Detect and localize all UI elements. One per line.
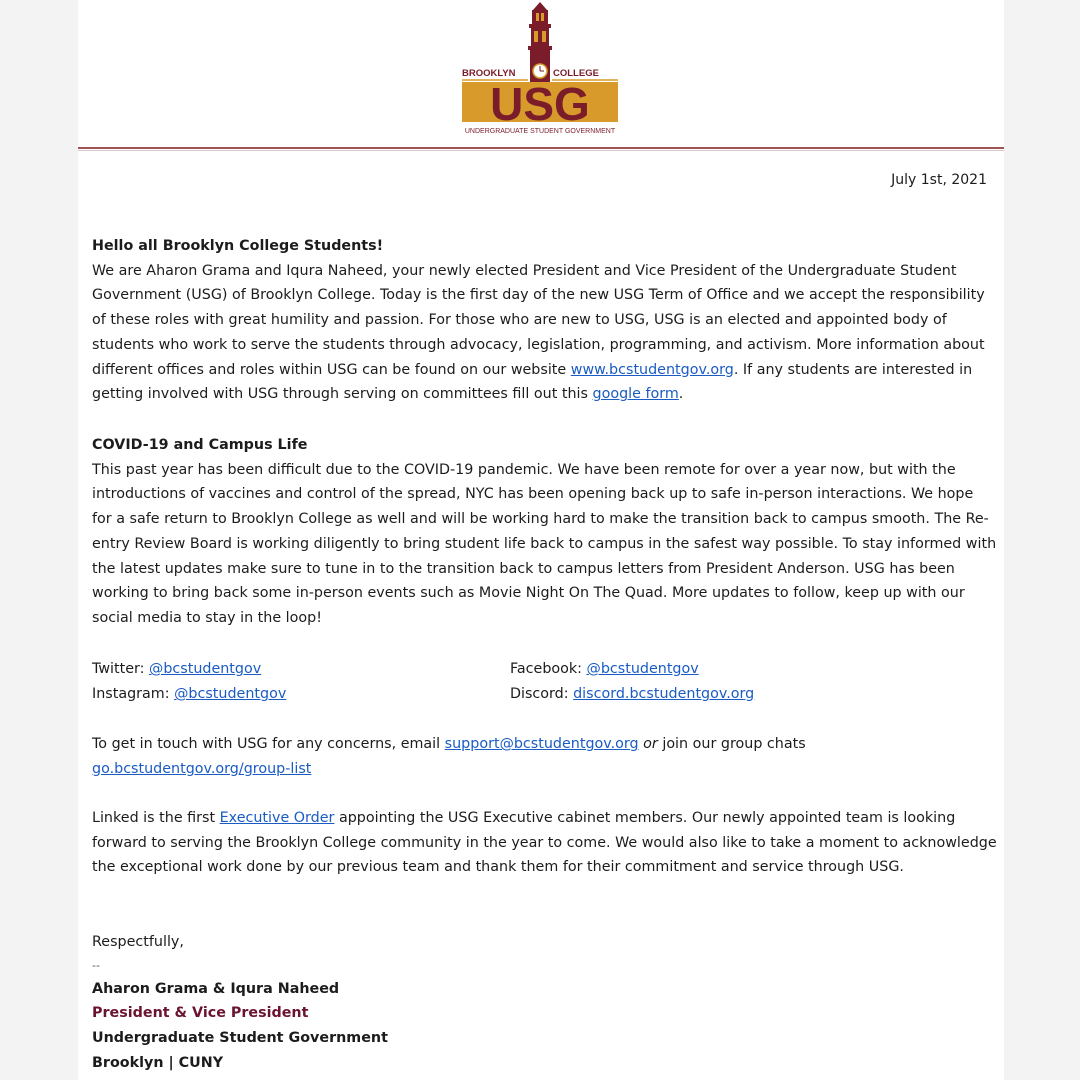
logo-subtitle-text: UNDERGRADUATE STUDENT GOVERNMENT [464, 128, 616, 135]
signature-dashes: -- [92, 958, 100, 972]
group-list-link[interactable]: go.bcstudentgov.org/group-list [92, 760, 312, 777]
greeting-heading: Hello all Brooklyn College Students! [92, 238, 384, 254]
covid-heading: COVID-19 and Campus Life [92, 437, 308, 453]
social-row-2 [92, 682, 997, 707]
closing-text: Respectfully, [92, 934, 184, 950]
website-link[interactable]: www.bcstudentgov.org [570, 361, 734, 378]
exec-text-1: Linked is the first [92, 810, 220, 826]
header-divider [78, 147, 1004, 149]
contact-text: To get in touch with USG for any concerns, email [92, 736, 445, 752]
covid-text: This past year has been difficult due to the COVID-19 pandemic. We have been remote for over a year now, but with the introductions of vaccines and control of the spread, NYC has been opening back up to safe in-person interactions. We hope for a safe return to Brooklyn College as well and will be working hard to make the transition back to campus smooth. The Re-entry Review Board is working diligently to bring student life back to campus in the safest way possible. To stay informed with the latest updates make sure to tune in to the transition back to campus letters from President Anderson. USG has been working to bring back some in-person events such as Movie Night On The Quad. More updates to follow, keep up with our social media to stay in the loop! [92, 461, 997, 626]
covid-section [92, 433, 997, 631]
facebook-item [510, 657, 699, 682]
facebook-link[interactable]: @bcstudentgov [586, 661, 699, 677]
instagram-link[interactable]: @bcstudentgov [174, 686, 287, 702]
intro-section [92, 234, 997, 407]
executive-order-link[interactable]: Executive Order [219, 810, 335, 826]
twitter-label: Twitter: [92, 661, 150, 677]
signature-block [92, 930, 997, 1076]
executive-order-section [92, 806, 997, 880]
organization-name: Undergraduate Student Government [92, 1030, 388, 1047]
facebook-label: Facebook: [510, 661, 587, 677]
instagram-label: Instagram: [92, 686, 175, 702]
logo-college-text: COLLEGE [553, 68, 599, 79]
logo-usg-text: USG [490, 78, 590, 130]
discord-item [510, 682, 754, 707]
discord-link[interactable]: discord.bcstudentgov.org [573, 686, 755, 702]
logo-brooklyn-text: BROOKLYN [462, 68, 516, 79]
header-divider-light [78, 150, 1004, 151]
clock-tower-icon [528, 2, 552, 90]
support-email-link[interactable]: support@bcstudentgov.org [444, 736, 639, 752]
contact-section [92, 732, 997, 781]
google-form-link[interactable]: google form [592, 386, 679, 403]
or-text: or [643, 736, 658, 752]
campus-name: Brooklyn | CUNY [92, 1054, 224, 1071]
intro-text-2: . If any students are interested in getting involved with USG through serving on committees fill out this [92, 361, 973, 403]
signers-titles: President & Vice President [92, 1005, 309, 1022]
discord-label: Discord: [510, 686, 574, 702]
social-links [92, 657, 997, 707]
intro-text: We are Aharon Grama and Iqura Naheed, your newly elected President and Vice President of the Undergraduate Student Government (USG) of Brooklyn College. Today is the first day of the new USG Term of Office and we accept the responsibility of these roles with great humility and passion. For those who are new to USG, USG is an elected and appointed body of students who work to serve the students through advocacy, legislation, programming, and activism. More information about different offices and roles within USG can be found on our website [92, 262, 985, 378]
signers-name: Aharon Grama & Iqura Naheed [92, 980, 340, 997]
exec-text-2: appointing the USG Executive cabinet members. Our newly appointed team is looking forward to serving the Brooklyn College community in the year to come. We would also like to take a moment to acknowledge the exceptional work done by our previous team and thank them for their commitment and service through USG. [92, 810, 997, 876]
intro-period: . [678, 386, 684, 403]
twitter-link[interactable]: @bcstudentgov [149, 661, 262, 677]
social-row-1 [92, 657, 997, 682]
letter-date: July 1st, 2021 [891, 172, 987, 188]
contact-text-2: join our group chats [657, 736, 806, 752]
usg-logo [460, 0, 620, 140]
